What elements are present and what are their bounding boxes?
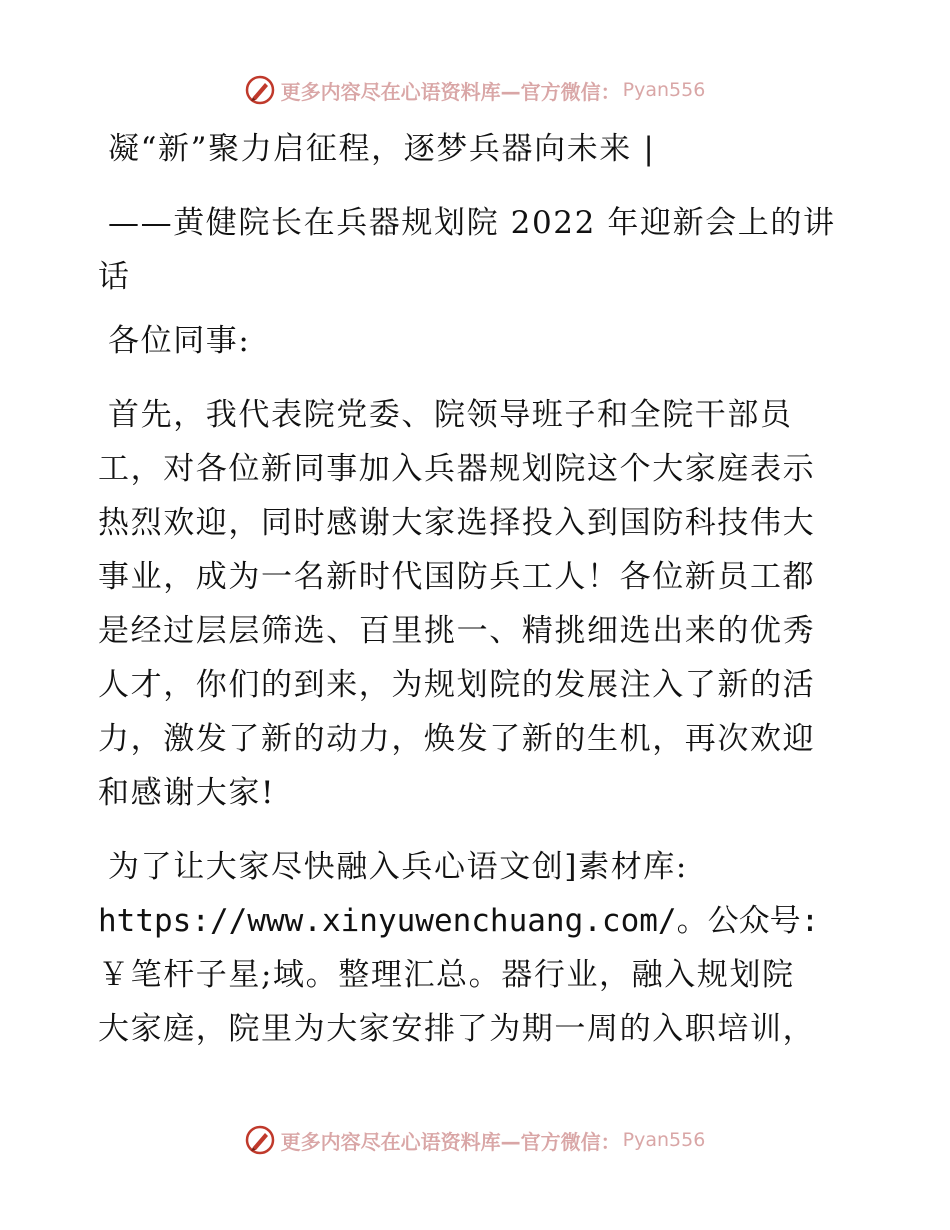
url-line: https://www.xinyuwenchuang.com/。公众号:: [98, 903, 820, 939]
paragraph-2: [98, 840, 858, 1056]
document-title: 凝“新”聚力启征程，逐梦兵器向未来 |: [108, 131, 656, 167]
watermark-text: 更多内容尽在心语资料库—官方微信：: [280, 79, 621, 104]
paragraph-line: 和感谢大家!: [98, 775, 276, 811]
watermark-text: 更多内容尽在心语资料库—官方微信：: [280, 1129, 621, 1154]
document-body: [98, 122, 858, 1056]
watermark-banner-top: [0, 70, 950, 110]
paragraph-line: 是经过层层筛选、百里挑一、精挑细选出来的优秀: [98, 613, 816, 649]
pen-logo-icon: [245, 1125, 275, 1155]
paragraph-line: 工，对各位新同事加入兵器规划院这个大家庭表示: [98, 451, 816, 487]
watermark-wechat-id: Pyan556: [622, 79, 706, 101]
paragraph-line: 人才，你们的到来，为规划院的发展注入了新的活: [98, 667, 816, 703]
paragraph-line: 大家庭，院里为大家安排了为期一周的入职培训，: [98, 1011, 816, 1047]
paragraph-line: 首先，我代表院党委、院领导班子和全院干部员: [108, 397, 793, 433]
document-subtitle-line-2: 话: [98, 259, 131, 295]
watermark-banner-bottom: [0, 1120, 950, 1160]
paragraph-line: ￥笔杆子星;域。整理汇总。器行业，融入规划院: [98, 957, 795, 993]
paragraph-line: 事业，成为一名新时代国防兵工人！各位新员工都: [98, 559, 816, 595]
watermark-wechat-id: Pyan556: [622, 1129, 706, 1151]
paragraph-line: 为了让大家尽快融入兵心语文创]素材库:: [108, 849, 688, 885]
paragraph-line: 力，激发了新的动力，焕发了新的生机，再次欢迎: [98, 721, 816, 757]
paragraph-1: [98, 388, 858, 820]
pen-logo-icon: [245, 75, 275, 105]
document-subtitle-line-1: ——黄健院长在兵器规划院 2022 年迎新会上的讲: [108, 205, 836, 241]
paragraph-line: 热烈欢迎，同时感谢大家选择投入到国防科技伟大: [98, 505, 816, 541]
greeting: 各位同事:: [108, 323, 251, 359]
